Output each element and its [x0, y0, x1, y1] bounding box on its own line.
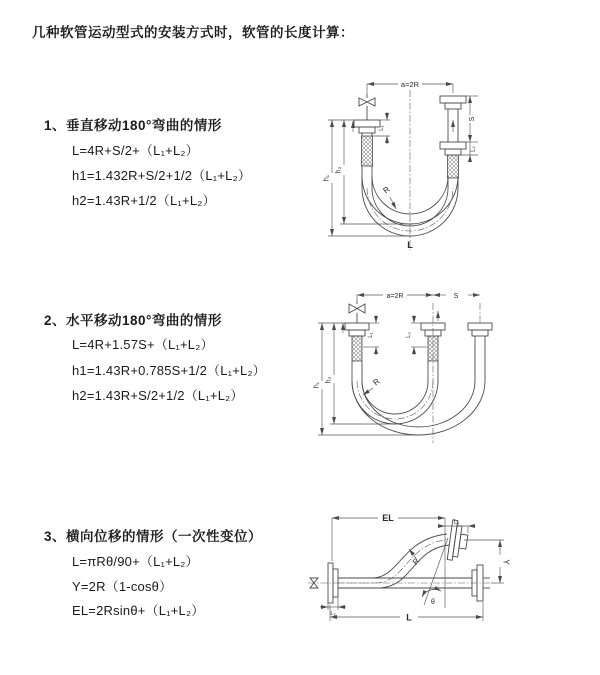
dim-label-l2: L₂: [330, 611, 336, 617]
right-upper-flange: [440, 96, 466, 109]
dim-label-h1: h₁: [313, 381, 321, 389]
right-braid-section: [448, 155, 459, 178]
dim-label-r: R: [410, 556, 422, 567]
section-2-formula-h1: h1=1.43R+0.785S+1/2（L₁+L₂）: [72, 363, 266, 378]
radius-callout: [409, 549, 422, 566]
valve-icon: [349, 301, 365, 323]
dim-label-h1: h₁: [323, 174, 331, 182]
section-2-heading: 2、水平移动180°弯曲的情形: [44, 313, 222, 328]
section-2-formula-l: L=4R+1.57S+（L₁+L₂）: [72, 337, 214, 352]
diagram-lateral-displacement: [300, 505, 600, 645]
dim-l2: [470, 142, 477, 162]
dim-label-r: R: [381, 184, 392, 196]
left-flange: [354, 120, 380, 133]
left-flange: [345, 323, 369, 336]
radius-callout: [363, 377, 382, 395]
angle-annotation: [422, 538, 448, 606]
dim-label-el: EL: [382, 513, 394, 523]
diagram-vertical-180-bend: [310, 70, 595, 265]
section-3-heading: 3、横向位移的情形（一次性变位）: [44, 529, 263, 544]
dim-label-l2: L₂: [406, 332, 412, 338]
dim-label-l1: L₁: [368, 332, 374, 338]
section-2-formula-h2: h2=1.43R+S/2+1/2（L₁+L₂）: [72, 388, 244, 403]
dim-l: [330, 602, 483, 623]
section-1-formula-h2: h2=1.43R+1/2（L₁+L₂）: [72, 193, 216, 208]
dim-label-s: S: [469, 116, 476, 122]
left-braid-section: [362, 136, 373, 166]
section-1-heading: 1、垂直移动180°弯曲的情形: [44, 118, 222, 133]
dim-label-l2: L₂: [470, 146, 477, 152]
diagram-horizontal-180-bend: [310, 285, 590, 450]
dim-label-l: L: [406, 612, 412, 623]
hose-position-2: [352, 347, 485, 435]
left-braid-section: [352, 336, 362, 361]
dim-label-h2: h₂: [325, 376, 333, 384]
dim-label-a2r: a=2R: [386, 293, 404, 300]
hose-displaced-position: [338, 534, 449, 588]
dim-label-l: L: [407, 240, 413, 250]
dim-label-a2r: a=2R: [400, 80, 420, 89]
dim-label-l1: L₁: [453, 519, 460, 526]
dim-label-theta: θ: [431, 599, 435, 606]
dim-s: [433, 293, 480, 300]
valve-icon: [359, 94, 375, 120]
section-3-formula-y: Y=2R（1-cosθ）: [72, 579, 173, 594]
page-title: 几种软管运动型式的安装方式时，软管的长度计算：: [32, 25, 354, 40]
dim-label-y: Y: [501, 559, 511, 565]
section-1-formula-l: L=4R+S/2+（L₁+L₂）: [72, 143, 199, 158]
dim-l2: [406, 315, 427, 355]
radius-callout: [381, 185, 396, 209]
dim-label-s: S: [453, 293, 459, 300]
right-lower-flange: [440, 142, 466, 155]
middle-braid-section: [428, 336, 438, 361]
section-1-formula-h1: h1=1.432R+S/2+1/2（L₁+L₂）: [72, 168, 252, 183]
right-flange: [468, 323, 492, 336]
dim-label-r: R: [371, 376, 382, 388]
hose-position-1: [352, 361, 438, 424]
section-3-formula-el: EL=2Rsinθ+（L₁+L₂）: [72, 603, 205, 618]
dim-s: [460, 96, 478, 155]
dim-label-l1: L₁: [379, 125, 385, 131]
dim-y: [464, 540, 511, 583]
dim-l1: [373, 112, 390, 144]
dim-width-a2r: [357, 293, 433, 301]
dim-label-h2: h₂: [335, 166, 343, 174]
section-3-formula-l: L=πRθ/90+（L₁+L₂）: [72, 554, 199, 569]
